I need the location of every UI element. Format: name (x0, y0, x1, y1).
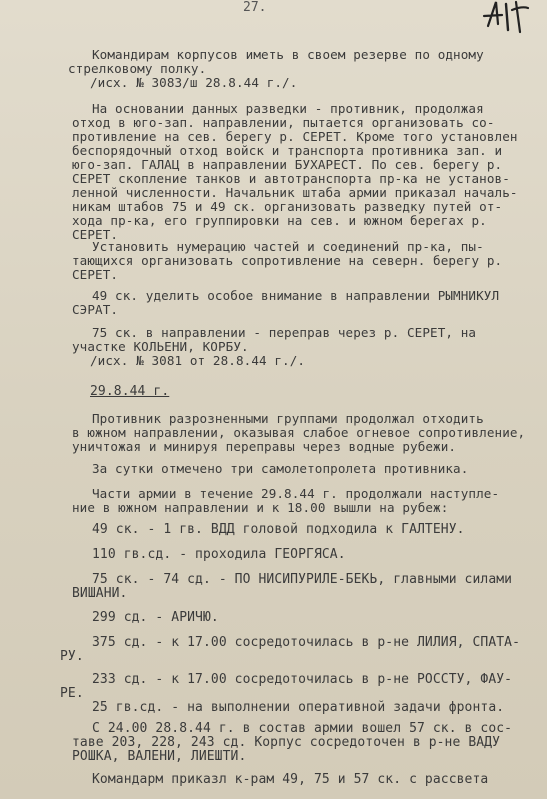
text-line: РУ. (60, 649, 84, 664)
text-line: 75 ск. в направлении - переправ через р. СЕРЕТ, на (92, 325, 477, 340)
text-line: таве 203, 228, 243 сд. Корпус сосредоточен в р-не ВАДУ (72, 735, 501, 750)
text-line: С 24.00 28.8.44 г. в состав армии вошел 57 ск. в сос- (92, 721, 513, 736)
text-line: отход в юго-зап. направлении, пытается организовать со- (72, 115, 495, 130)
text-line: 110 гв.сд. - проходила ГЕОРГЯСА. (92, 547, 346, 562)
text-line: 49 ск. уделить особое внимание в направлении РЫМНИКУЛ (92, 288, 500, 303)
text-line: 233 сд. - к 17.00 сосредоточилась в р-не РОССТУ, ФАУ- (92, 672, 513, 687)
text-line: СЕРЕТ скопление танков и автотранспорта пр-ка не установ- (72, 171, 510, 186)
text-line: 299 сд. - АРИЧЮ. (92, 610, 219, 625)
text-line: /исх. № 3081 от 28.8.44 г./. (90, 353, 306, 368)
text-line: в южном направлении, оказывая слабое огневое сопротивление, (72, 425, 526, 440)
text-line: 49 ск. - 1 гв. ВДД головой подходила к ГАЛТЕНУ. (92, 522, 465, 537)
text-line: хода пр-ка, его группировки на сев. и южном берегах р. (72, 213, 487, 228)
text-line: 25 гв.сд. - на выполнении оперативной задачи фронта. (92, 700, 505, 715)
handwritten-folio-number (478, 0, 532, 38)
text-line: ленной численности. Начальник штаба армии приказал началь- (72, 185, 518, 200)
section-date: 29.8.44 г. (90, 384, 170, 399)
text-line: тающихся организовать сопротивление на северн. берегу р. (72, 253, 503, 268)
text-line: На основании данных разведки - противник, продолжая (92, 101, 484, 116)
text-line: ВИШАНИ. (72, 586, 128, 601)
text-line: стрелковому полку. (68, 61, 207, 76)
text-line: юго-зап. ГАЛАЦ в направлении БУХАРЕСТ. По сев. берегу р. (72, 157, 503, 172)
text-line: СЕРЕТ. (72, 227, 119, 242)
text-line: Части армии в течение 29.8.44 г. продолжали наступле- (92, 486, 500, 501)
text-line: За сутки отмечено три самолетопролета противника. (92, 461, 469, 476)
text-line: 75 ск. - 74 сд. - ПО НИСИПУРИЛЕ-БЕКЬ, главными силами (92, 572, 513, 587)
text-line: участке КОЛЬЕНИ, КОРБУ. (72, 339, 249, 354)
text-line: беспорядочный отход войск и транспорта противника зап. и (72, 143, 503, 158)
text-line: 375 сд. - к 17.00 сосредоточилась в р-не ЛИЛИЯ, СПАТА- (92, 635, 521, 650)
text-line: Командирам корпусов иметь в своем резерве по одному (92, 47, 484, 62)
text-line: РОШКА, ВАЛЕНИ, ЛИЕШТИ. (72, 749, 247, 764)
text-line: Установить нумерацию частей и соединений пр-ка, пы- (92, 239, 484, 254)
text-line: Противник разрозненными группами продолжал отходить (92, 411, 484, 426)
text-line: /исх. № 3083/ш 28.8.44 г./. (90, 75, 298, 90)
text-line: уничтожая и минируя переправы через водные рубежи. (72, 439, 457, 454)
page-number: 27. (243, 0, 267, 15)
text-line: противление на сев. берегу р. СЕРЕТ. Кроме того установлен (72, 129, 518, 144)
text-line: СЕРЕТ. (72, 267, 119, 282)
text-line: ние в южном направлении и к 18.00 вышли на рубеж: (72, 500, 449, 515)
text-line: никам штабов 75 и 49 ск. организовать разведку путей от- (72, 199, 503, 214)
text-line: РЕ. (60, 686, 84, 701)
text-line: СЭРАТ. (72, 302, 119, 317)
text-line: Командарм приказл к-рам 49, 75 и 57 ск. с рассвета (92, 772, 489, 787)
